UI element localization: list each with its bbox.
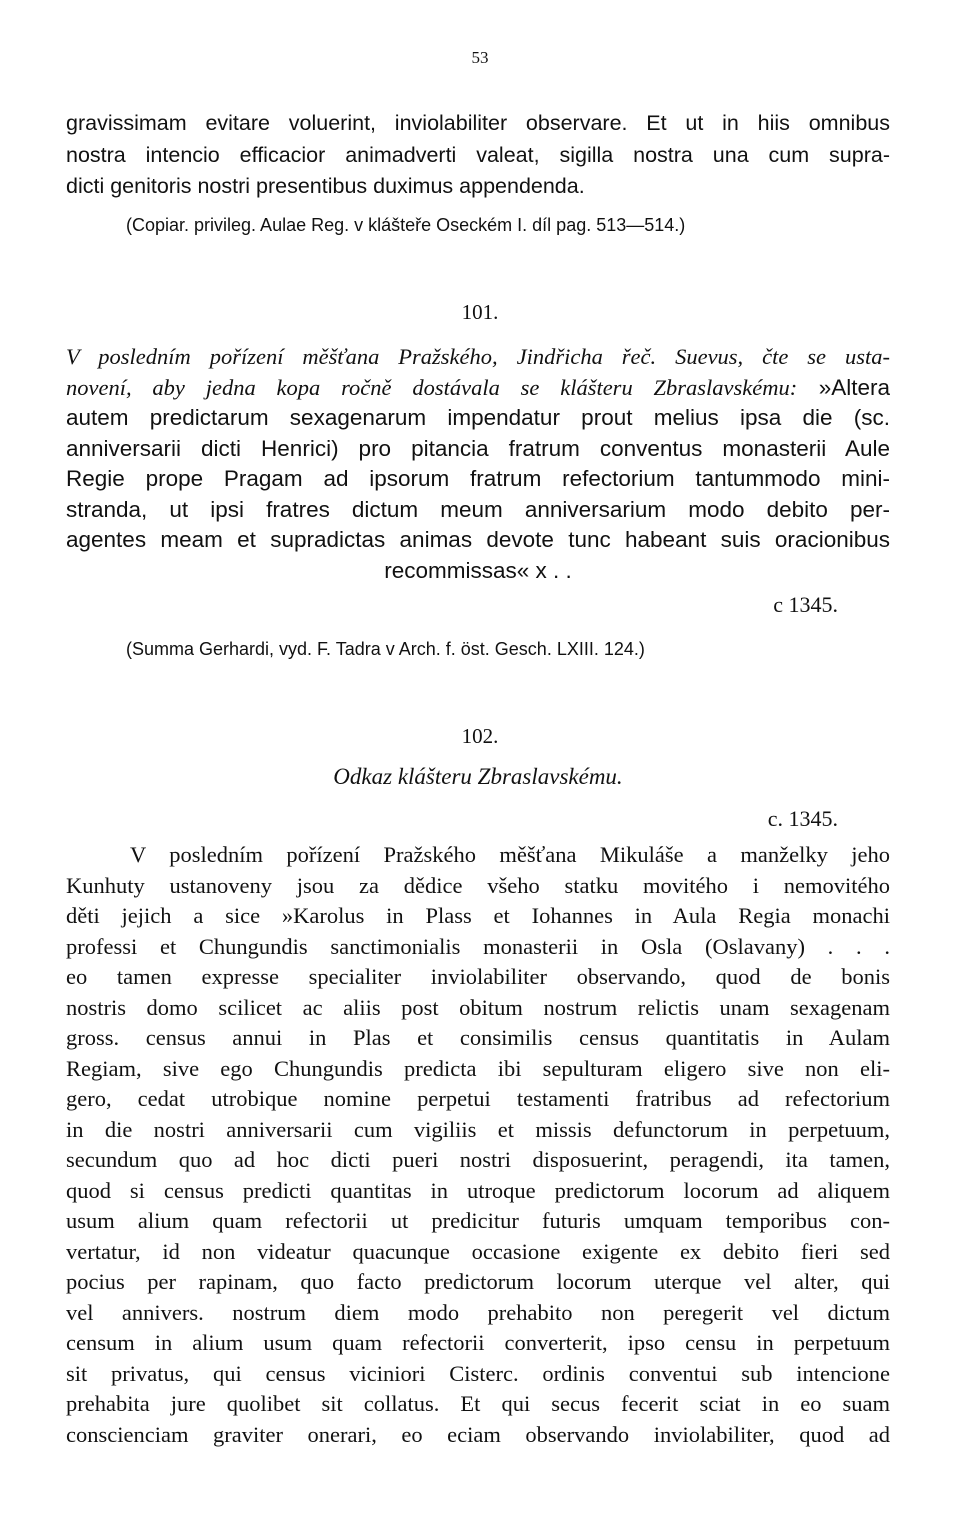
top-citation: (Copiar. privileg. Aulae Reg. v klášteře Oseckém I. díl pag. 513—514.) — [126, 215, 686, 235]
text-line: gravissimam evitare voluerint, inviolabiliter observare. Et ut in hiis omnibus — [66, 111, 890, 135]
heading-italic: novení, aby jedna kopa ročně dostávala se klášteru Zbraslavskému: — [66, 374, 798, 400]
text-line: in die nostri anniversarii cum vigiliis et missis defunctorum in perpetuum, — [66, 1116, 890, 1142]
text-line: usum alium quam refectorii ut predicitur futuris umquam temporibus con- — [66, 1208, 890, 1233]
text-line: professi et Chungundis sanctimonialis monasterii in Osla (Oslavany) . . . — [66, 933, 890, 959]
entry-102-body — [66, 840, 890, 1450]
page-number: 53 — [471, 48, 489, 67]
text-line: sit privatus, qui census viciniori Cisterc. ordinis conventui sub intencione — [66, 1360, 890, 1386]
text-line: gero, cedat utrobique nomine perpetui testamenti fratribus ad refectorium — [66, 1086, 890, 1111]
text-line-last: recommissas« x . . — [384, 557, 572, 583]
entry-101-heading-cont — [66, 373, 890, 404]
text-line: quod si census predicti quantitas in utroque predictorum locorum ad aliquem — [66, 1177, 890, 1203]
text-line: Regie prope Pragam ad ipsorum fratrum refectorium tantummodo mini- — [66, 466, 890, 491]
text-line: stranda, ut ipsi fratres dictum meum anniversarium modo debito per- — [66, 496, 890, 522]
text-line: censum in alium usum quam refectorii converterit, ipso censu in perpetuum — [66, 1330, 890, 1355]
entry-101 — [66, 342, 890, 586]
text-line: conscienciam graviter onerari, eo eciam observando inviolabiliter, quod ad — [66, 1421, 890, 1447]
text-line: prehabita jure quolibet sit collatus. Et qui secus fecerit sciat in eo suam — [66, 1391, 890, 1416]
text-line: nostra intencio efficacior animadverti valeat, sigilla nostra una cum supra- — [66, 142, 890, 167]
entry-101-date: c 1345. — [773, 592, 838, 617]
text-line: děti jejich a sice »Karolus in Plass et Iohannes in Aula Regia monachi — [66, 903, 890, 928]
entry-102-date: c. 1345. — [767, 806, 838, 831]
text-line: dicti genitoris nostri presentibus duximus appendenda. — [66, 174, 585, 198]
text-line: Kunhuty ustanoveny jsou za dědice všeho statku movitého i nemovitého — [66, 872, 890, 898]
text-line: vertatur, id non videatur quacunque occasione exigente ex debito fieri sed — [66, 1238, 890, 1264]
text-line: autem predictarum sexagenarum impendatur prout melius ipsa die (sc. — [66, 405, 890, 430]
text-line: nostris domo scilicet ac aliis post obitum nostrum relictis unam sexagenam — [66, 994, 890, 1020]
heading-quote-start: »Altera — [797, 374, 890, 400]
entry-101-heading: V posledním pořízení měšťana Pražského, Jindřicha řeč. Suevus, čte se usta- — [66, 344, 890, 369]
text-line: V posledním pořízení Pražského měšťana Mikuláše a manželky jeho — [130, 842, 890, 867]
entry-102-title: Odkaz klášteru Zbraslavskému. — [333, 764, 623, 789]
text-line: pocius per rapinam, quo facto predictorum locorum uterque vel alter, qui — [66, 1269, 890, 1294]
text-line: gross. census annui in Plas et consimilis census quantitatis in Aulam — [66, 1025, 890, 1050]
text-line: secundum quo ad hoc dicti pueri nostri disposuerint, peragendi, ita tamen, — [66, 1147, 890, 1172]
entry-number-101: 101. — [461, 300, 499, 324]
top-paragraph — [66, 108, 890, 203]
text-line: anniversarii dicti Henrici) pro pitancia fratrum conventus monasterii Aule — [66, 435, 890, 461]
entry-101-citation: (Summa Gerhardi, vyd. F. Tadra v Arch. f. öst. Gesch. LXIII. 124.) — [126, 639, 645, 659]
entry-number-102: 102. — [461, 724, 499, 748]
text-line: vel annivers. nostrum diem modo prehabito non peregerit vel dictum — [66, 1299, 890, 1325]
text-line: eo tamen expresse specialiter inviolabiliter observando, quod de bonis — [66, 964, 890, 989]
text-line: Regiam, sive ego Chungundis predicta ibi sepulturam eligero sive non eli- — [66, 1055, 890, 1081]
text-line: agentes meam et supradictas animas devote tunc habeant suis oracionibus — [66, 527, 890, 552]
